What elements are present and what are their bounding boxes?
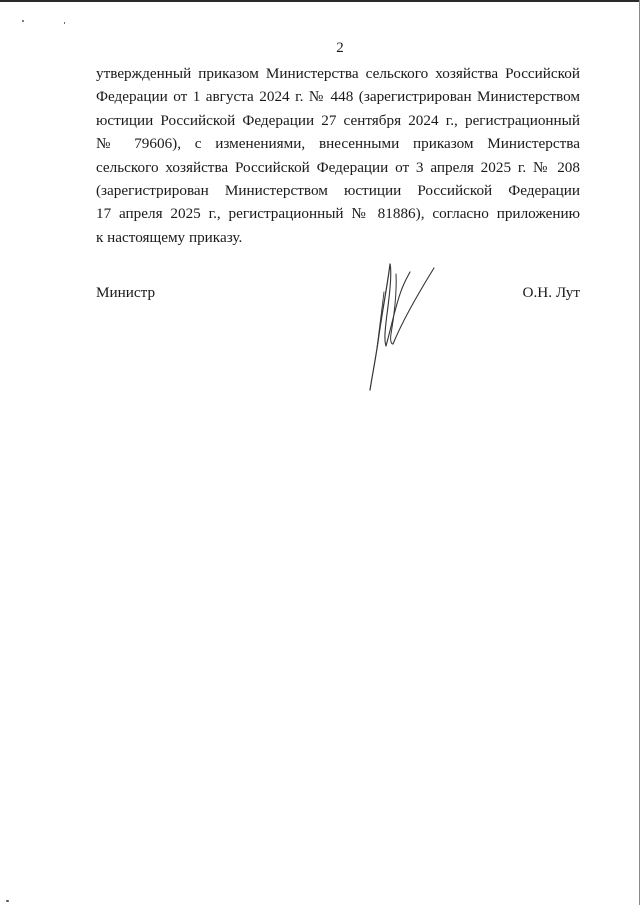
scan-speck xyxy=(22,20,24,22)
signature-name: О.Н. Лут xyxy=(522,284,580,301)
body-line: (зарегистрирован Министерством юстиции Российской Федерации xyxy=(96,182,580,200)
scan-speck xyxy=(6,900,9,902)
body-line: № 79606), с изменениями, внесенными приказом Министерства xyxy=(96,135,580,153)
body-line: утвержденный приказом Министерства сельского хозяйства Российской xyxy=(96,65,580,82)
body-line: 17 апреля 2025 г., регистрационный № 81886), согласно приложению xyxy=(96,205,580,223)
page-number: 2 xyxy=(336,40,344,56)
scan-top-edge xyxy=(0,0,640,2)
body-line: юстиции Российской Федерации 27 сентября 2024 г., регистрационный xyxy=(96,111,580,129)
scan-speck xyxy=(64,22,65,24)
signature-role: Министр xyxy=(96,284,156,301)
handwritten-signature xyxy=(360,252,450,397)
body-line: к настоящему приказу. xyxy=(96,228,243,246)
body-paragraph xyxy=(96,62,580,249)
body-line: Федерации от 1 августа 2024 г. № 448 (зарегистрирован Министерством xyxy=(96,88,580,106)
body-line: сельского хозяйства Российской Федерации от 3 апреля 2025 г. № 208 xyxy=(96,158,580,176)
